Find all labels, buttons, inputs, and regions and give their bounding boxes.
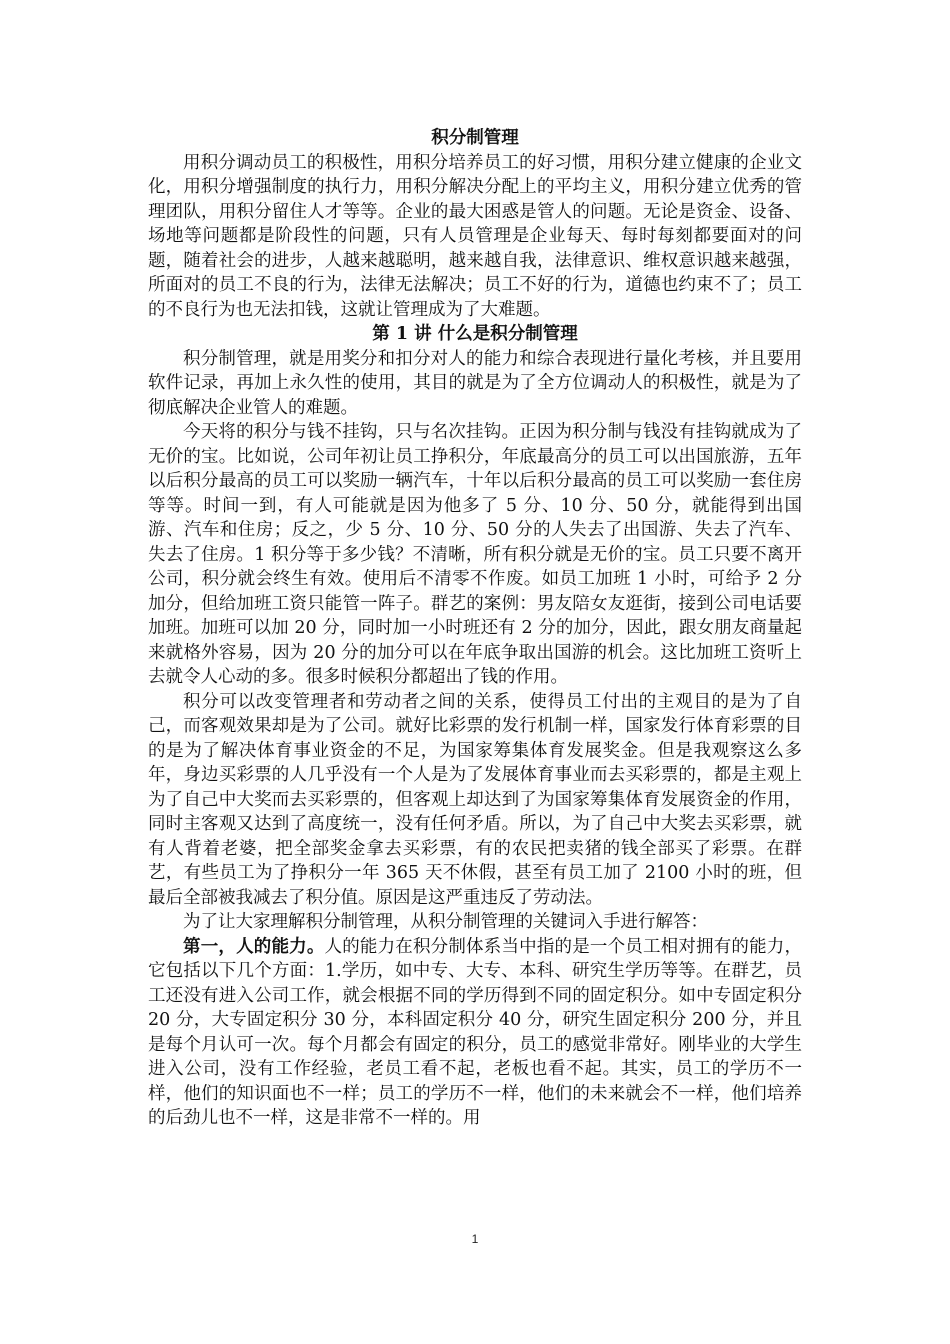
page-number: 1 [471,1232,479,1246]
lecture-heading: 第 1 讲 什么是积分制管理 [372,324,578,344]
body-paragraph-keywords: 为了让大家理解积分制管理，从积分制管理的关键词入手进行解答： [183,912,708,932]
point-one-body: 人的能力在积分制体系当中指的是一个员工相对拥有的能力，它包括以下几个方面：1.学历，如中专、大专、本科、研究生学历等等。在群艺，员工还没有进入公司工作，就会根据不同的学历得到不同的固定积分。如中专固定积分 20 分，大专固定积分 30 分，本科固定积分 40 分，研究生固定积分 200 分，并且是每个月认可一次。每个月都会有固定的积分，员工的感觉非常好。刚毕业的大学生进入公司，没有工作经验，老员工看不起，老板也看不起。其实，员工的学历不一样，他们的知识面也不一样；员工的学历不一样，他们的未来就会不一样，他们培养的后劲儿也不一样，这是非常不一样的。用 [148,936,802,1128]
document-body [148,126,802,1131]
body-paragraph-ranking: 今天将的积分与钱不挂钩，只与名次挂钩。正因为积分制与钱没有挂钩就成为了无价的宝。比如说，公司年初让员工挣积分，年底最高分的员工可以出国旅游，五年以后积分最高的员工可以奖励一辆汽车，十年以后积分最高的员工可以奖励一套住房等等。时间一到，有人可能就是因为他多了 5 分、10 分、50 分，就能得到出国游、汽车和住房；反之，少 5 分、10 分、50 分的人失去了出国游、失去了汽车、失去了住房。1 积分等于多少钱？不清晰，所有积分就是无价的宝。员工只要不离开公司，积分就会终生有效。使用后不清零不作废。如员工加班 1 小时，可给予 2 分加分，但给加班工资只能管一阵子。群艺的案例：男友陪女友逛街，接到公司电话要加班。加班可以加 20 分，同时加一小时班还有 2 分的加分，因此，跟女朋友商量起来就格外容易，因为 20 分的加分可以在年底争取出国游的机会。这比加班工资听上去就令人心动的多。很多时候积分都超出了钱的作用。 [148,422,802,687]
intro-paragraph: 用积分调动员工的积极性，用积分培养员工的好习惯，用积分建立健康的企业文化，用积分增强制度的执行力，用积分解决分配上的平均主义，用积分建立优秀的管理团队，用积分留住人才等等。企业的最大困惑是管人的问题。无论是资金、设备、场地等问题都是阶段性的问题，只有人员管理是企业每天、每时每刻都要面对的问题，随着社会的进步，人越来越聪明，越来越自我，法律意识、维权意识越来越强，所面对的员工不良的行为，法律无法解决；员工不好的行为，道德也约束不了；员工的不良行为也无法扣钱，这就让管理成为了大难题。 [148,152,802,320]
body-paragraph-point-one [148,935,802,1131]
body-paragraph-definition: 积分制管理，就是用奖分和扣分对人的能力和综合表现进行量化考核，并且要用软件记录，再加上永久性的使用，其目的就是为了全方位调动人的积极性，就是为了彻底解决企业管人的难题。 [148,348,802,418]
point-one-lead: 第一，人的能力。 [183,936,325,957]
document-title: 积分制管理 [431,128,519,148]
body-paragraph-relationship: 积分可以改变管理者和劳动者之间的关系，使得员工付出的主观目的是为了自己，而客观效果却是为了公司。就好比彩票的发行机制一样，国家发行体育彩票的目的是为了解决体育事业资金的不足，为国家筹集体育发展奖金。但是我观察这么多年，身边买彩票的人几乎没有一个人是为了发展体育事业而去买彩票的，都是主观上为了自己中大奖而去买彩票的，但客观上却达到了为国家筹集体育发展资金的作用，同时主客观又达到了高度统一，没有任何矛盾。所以，为了自己中大奖去买彩票，就有人背着老婆，把全部奖金拿去买彩票，有的农民把卖猪的钱全部买了彩票。在群艺，有些员工为了挣积分一年 365 天不休假，甚至有员工加了 2100 小时的班，但最后全部被我减去了积分值。原因是这严重违反了劳动法。 [148,691,802,908]
